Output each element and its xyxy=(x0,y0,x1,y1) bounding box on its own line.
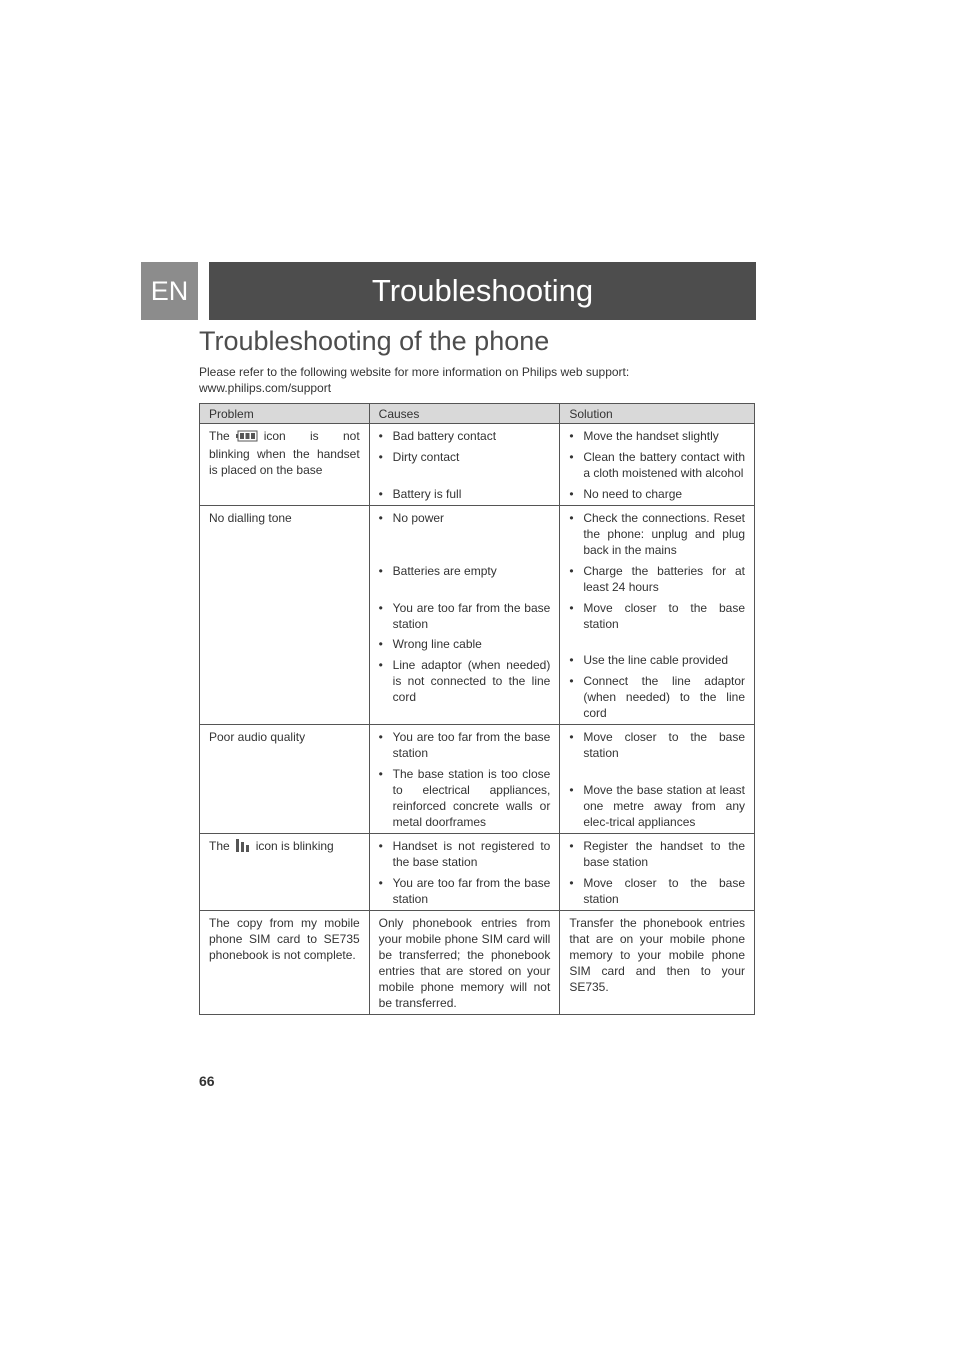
cause-item: • Batteries are empty xyxy=(379,563,551,579)
solution-item: • Move closer to the base station xyxy=(569,600,745,632)
problem-cell xyxy=(200,834,370,911)
cause-item: • Bad battery contact xyxy=(379,428,551,444)
battery-icon xyxy=(236,430,258,446)
intro-text xyxy=(199,364,759,396)
solution-cell: Transfer the phonebook entries that are on your mobile phone memory to your mobile phone SIM card and then to your SE735. xyxy=(560,911,755,1015)
cause-item: • Handset is not registered to the base station xyxy=(379,838,551,870)
solution-item: • Charge the batteries for at least 24 hours xyxy=(569,563,745,595)
page-number: 66 xyxy=(199,1073,215,1089)
table-row xyxy=(200,424,755,506)
table-row xyxy=(200,725,755,834)
cause-item: • You are too far from the base station xyxy=(379,600,551,632)
problem-cell: No dialling tone xyxy=(200,506,370,725)
cause-item: • You are too far from the base station xyxy=(379,729,551,761)
solution-item: • Register the handset to the base station xyxy=(569,838,745,870)
language-tab xyxy=(141,262,198,320)
solution-cell xyxy=(560,424,755,506)
header-solution: Solution xyxy=(560,404,755,424)
chapter-title: Troubleshooting xyxy=(371,273,594,308)
table-row xyxy=(200,911,755,1015)
causes-cell xyxy=(369,725,560,834)
solution-item: • Connect the line adaptor (when needed) to the line cord xyxy=(569,673,745,721)
causes-cell xyxy=(369,424,560,506)
table-row xyxy=(200,506,755,725)
solution-item: • Move closer to the base station xyxy=(569,729,745,761)
cause-item: • The base station is too close to electrical appliances, reinforced concrete walls or metal doorframes xyxy=(379,766,551,830)
solution-item: • Use the line cable provided xyxy=(569,652,745,668)
solution-item: • Clean the battery contact with a cloth moistened with alcohol xyxy=(569,449,745,481)
solution-item: • Check the connections. Reset the phone: unplug and plug back in the mains xyxy=(569,510,745,558)
causes-cell xyxy=(369,506,560,725)
troubleshooting-table xyxy=(199,403,755,1015)
problem-cell: Poor audio quality xyxy=(200,725,370,834)
solution-item: • Move the handset slightly xyxy=(569,428,745,444)
cause-item: • Battery is full xyxy=(379,486,551,502)
problem-cell xyxy=(200,424,370,506)
header-causes: Causes xyxy=(369,404,560,424)
support-url: www.philips.com/support xyxy=(199,381,332,395)
solution-cell xyxy=(560,725,755,834)
header-problem: Problem xyxy=(200,404,370,424)
solution-item: • No need to charge xyxy=(569,486,745,502)
solution-cell xyxy=(560,506,755,725)
cause-item: • Wrong line cable xyxy=(379,636,551,652)
intro-line: Please refer to the following website for more information on Philips web support: xyxy=(199,365,630,379)
cause-item: • No power xyxy=(379,510,551,526)
problem-text: icon is blinking xyxy=(255,839,334,853)
cause-item: • Line adaptor (when needed) is not connected to the line cord xyxy=(379,657,551,705)
section-title: Troubleshooting of the phone xyxy=(199,326,550,356)
problem-text: icon is not blinking when the handset is placed on the base xyxy=(209,429,360,477)
solution-item: • Move closer to the base station xyxy=(569,875,745,907)
table-row xyxy=(200,834,755,911)
signal-bars-icon xyxy=(236,838,250,856)
cause-item: • You are too far from the base station xyxy=(379,875,551,907)
causes-cell: Only phonebook entries from your mobile phone SIM card will be transferred; the phonebook entries that are stored on your mobile phone memory will not be transferred. xyxy=(369,911,560,1015)
solution-item: • Move the base station at least one metre away from any elec-trical appliances xyxy=(569,782,745,830)
cause-item: • Dirty contact xyxy=(379,449,551,465)
problem-cell: The copy from my mobile phone SIM card to SE735 phonebook is not complete. xyxy=(200,911,370,1015)
problem-text: The xyxy=(209,839,230,853)
language-code: EN xyxy=(150,275,189,306)
causes-cell xyxy=(369,834,560,911)
solution-cell xyxy=(560,834,755,911)
chapter-banner xyxy=(209,262,756,320)
table-header-row xyxy=(200,404,755,424)
problem-text: The xyxy=(209,429,230,443)
